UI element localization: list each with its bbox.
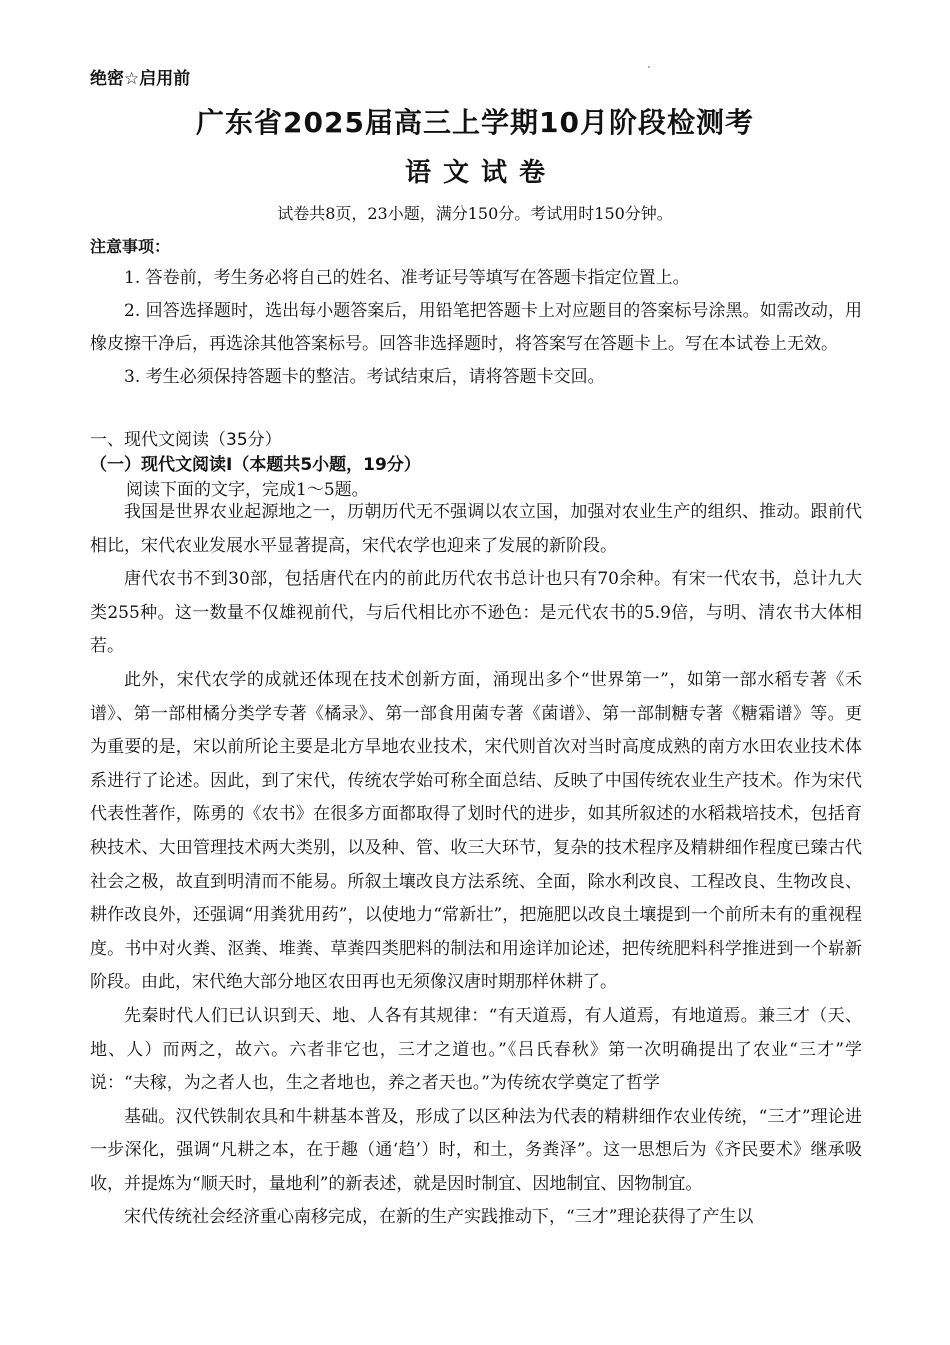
confidential-label: 绝密☆启用前 xyxy=(90,69,191,89)
scan-speck xyxy=(648,66,650,68)
reading-passage xyxy=(90,496,862,1235)
section-subheading: （一）现代文阅读Ⅰ（本题共5小题，19分） xyxy=(90,455,421,475)
notice-list xyxy=(90,262,862,394)
passage-paragraph: 此外，宋代农学的成就还体现在技术创新方面，涌现出多个“世界第一”，如第一部水稻专著《禾谱》、第一部柑橘分类学专著《橘录》、第一部食用菌专著《菌谱》、第一部制糖专著《糖霜谱》等。更为重要的是，宋以前所论主要是北方旱地农业技术，宋代则首次对当时高度成熟的南方水田农业技术体系进行了论述。因此，到了宋代，传统农学始可称全面总结、反映了中国传统农业生产技术。作为宋代代表性著作，陈勇的《农书》在很多方面都取得了划时代的进步，如其所叙述的水稻栽培技术，包括育秧技术、大田管理技术两大类别，以及种、管、收三大环节，复杂的技术程序及精耕细作程度已臻古代社会之极，故直到明清而不能易。所叙土壤改良方法系统、全面，除水利改良、工程改良、生物改良、耕作改良外，还强调“用粪犹用药”，以使地力“常新壮”，把施肥以改良土壤提到一个前所未有的重视程度。书中对火粪、沤粪、堆粪、草粪四类肥料的制法和用途详加论述，把传统肥料科学推进到一个崭新阶段。由此，宋代绝大部分地区农田再也无须像汉唐时期那样休耕了。 xyxy=(90,669,862,993)
notice-item: 2. 回答选择题时，选出每小题答案后，用铅笔把答题卡上对应题目的答案标号涂黑。如需改动，用橡皮擦干净后，再选涂其他答案标号。回答非选择题时，将答案写在答题卡上。写在本试卷上无效。 xyxy=(90,301,862,354)
passage-paragraph: 基础。汉代铁制农具和牛耕基本普及，形成了以区种法为代表的精耕细作农业传统，“三才”理论进一步深化，强调“凡耕之本，在于趣（通‘趋’）时，和土，务粪泽”。这一思想后为《齐民要术》继承吸收，并提炼为“顺天时，量地利”的新表述，就是因时制宜、因地制宜、因物制宜。 xyxy=(90,1106,862,1194)
passage-paragraph: 唐代农书不到30部，包括唐代在内的前此历代农书总计也只有70余种。有宋一代农书，总计九大类255种。这一数量不仅雄视前代，与后代相比亦不逊色：是元代农书的5.9倍，与明、清农书大体相若。 xyxy=(90,569,862,657)
reading-instruction: 阅读下面的文字，完成1～5题。 xyxy=(126,480,369,500)
notice-label: 注意事项： xyxy=(90,237,171,256)
passage-paragraph: 宋代传统社会经济重心南移完成，在新的生产实践推动下，“三才”理论获得了产生以 xyxy=(124,1207,754,1228)
exam-info: 试卷共8页，23小题，满分150分。考试用时150分钟。 xyxy=(277,204,673,223)
passage-paragraph: 先秦时代人们已认识到天、地、人各有其规律：“有天道焉，有人道焉，有地道焉。兼三才（天、地、人）而两之，故六。六者非它也，三才之道也。”《吕氏春秋》第一次明确提出了农业“三才”学说：“夫稼，为之者人也，生之者地也，养之者天也。”为传统农学奠定了哲学 xyxy=(90,1005,862,1094)
passage-paragraph: 我国是世界农业起源地之一，历朝历代无不强调以农立国，加强对农业生产的组织、推动。跟前代相比，宋代农业发展水平显著提高，宋代农学也迎来了发展的新阶段。 xyxy=(90,502,862,556)
notice-item: 3. 考生必须保持答题卡的整洁。考试结束后，请将答题卡交回。 xyxy=(124,367,605,387)
page-title: 广东省2025届高三上学期10月阶段检测考 xyxy=(196,106,754,139)
page-subtitle: 语文试卷 xyxy=(404,158,557,188)
section-heading: 一、现代文阅读（35分） xyxy=(90,430,282,450)
notice-item: 1. 答卷前，考生务必将自己的姓名、准考证号等填写在答题卡指定位置上。 xyxy=(124,268,690,288)
